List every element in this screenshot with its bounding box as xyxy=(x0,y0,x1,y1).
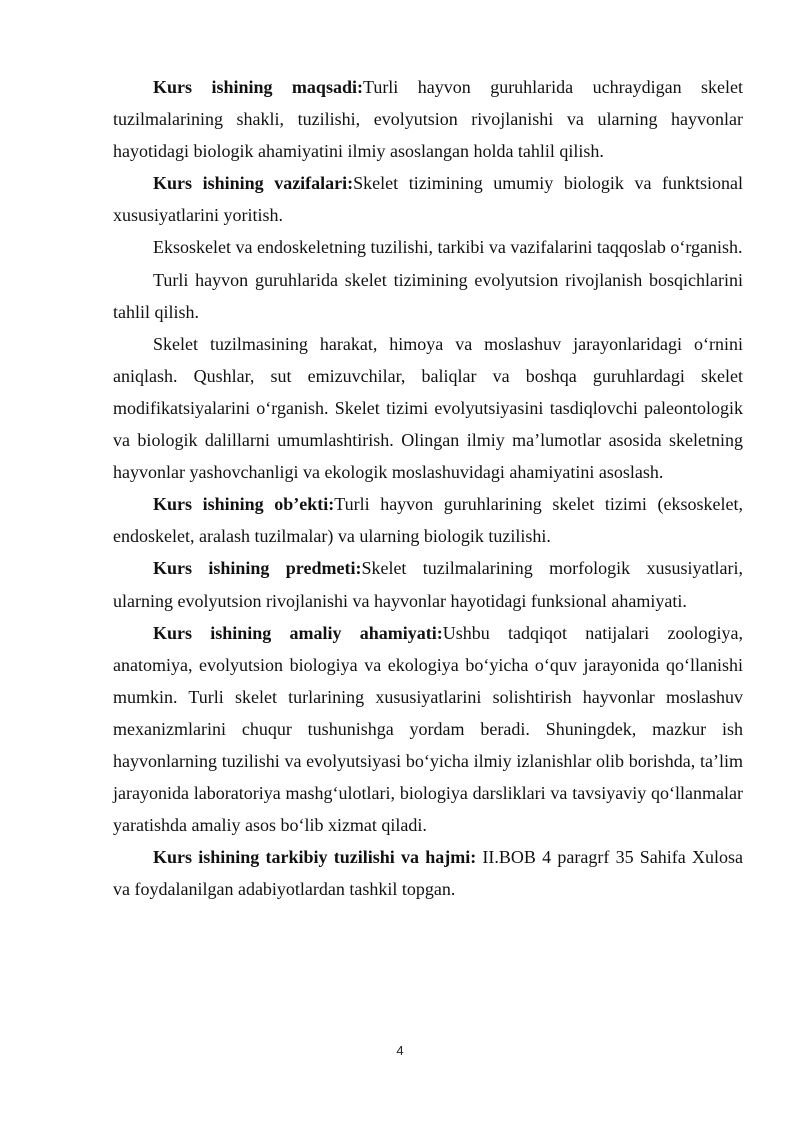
paragraph-obekti xyxy=(113,488,743,552)
paragraph-text: Turli hayvon guruhlarining skelet tizimi (eksoskelet, endoskelet, aralash tuzilmalar) va ularning biologik tuzilishi. xyxy=(113,494,743,547)
paragraph-text: Skelet tizimining umumiy biologik va funktsional xususiyatlarini yoritish. xyxy=(113,173,744,226)
paragraph-text: Eksoskelet va endoskeletning tuzilishi, tarkibi va vazifalarini taqqoslab o‘rganish. xyxy=(153,237,743,258)
paragraph-predmeti xyxy=(113,552,743,616)
paragraph-task-evolyutsion xyxy=(113,264,743,328)
paragraph-task-harakat xyxy=(113,328,743,488)
paragraph-maqsadi xyxy=(113,71,743,167)
page-number: 4 xyxy=(396,1043,404,1058)
paragraph-task-eksoskelet xyxy=(113,231,743,263)
paragraph-text: Turli hayvon guruhlarida uchraydigan skelet tuzilmalarining shakli, tuzilishi, evolyutsion rivojlanishi va ularning hayvonlar hayotidagi biologik ahamiyatini ilmiy asoslangan holda tahlil qilish. xyxy=(113,77,743,162)
paragraph-label: Kurs ishining maqsadi: xyxy=(153,77,363,97)
paragraph-label: Kurs ishining vazifalari: xyxy=(153,173,354,194)
paragraph-vazifalari xyxy=(113,167,743,231)
paragraph-text: Skelet tuzilmasining harakat, himoya va moslashuv jarayonlaridagi o‘rnini aniqlash. Qushlar, sut emizuvchilar, baliqlar va boshqa guruhlardagi skelet modifikatsiyalarini o‘rganish. Skelet tizimi evolyutsiyasini tasdiqlovchi paleontologik va biologik dalillarni umumlashtirish. Olingan ilmiy ma’lumotlar asosida skeletning hayvonlar yashovchanligi va ekologik moslashuvidagi ahamiyatini asoslash. xyxy=(113,333,743,483)
paragraph-tarkibiy-tuzilishi xyxy=(113,841,743,905)
paragraph-text: Ushbu tadqiqot natijalari zoologiya, anatomiya, evolyutsion biologiya va ekologiya bo‘yicha o‘quv jarayonida qo‘llanishi mumkin. Turli skelet turlarining xususiyatlarini solishtirish hayvonlar moslashuv mexanizmlarini chuqur tushunishga yordam beradi. Shuningdek, mazkur ish hayvonlarning tuzilishi va evolyutsiyasi bo‘yicha ilmiy izlanishlar olib borishda, ta’lim jarayonida laboratoriya mashg‘ulotlari, biologiya darsliklari va tavsiyaviy qo‘llanmalar yaratishda amaliy asos bo‘lib xizmat qiladi. xyxy=(113,622,743,836)
paragraph-amaliy-ahamiyati xyxy=(113,617,743,842)
paragraph-label: Kurs ishining amaliy ahamiyati: xyxy=(153,622,443,643)
paragraph-text: Skelet tuzilmalarining morfologik xususiyatlari, ularning evolyutsion rivojlanishi va hayvonlar hayotidagi funksional ahamiyati. xyxy=(113,558,743,611)
paragraph-text: Turli hayvon guruhlarida skelet tizimining evolyutsion rivojlanish bosqichlarini tahlil qilish. xyxy=(113,269,743,322)
paragraph-label: Kurs ishining ob’ekti: xyxy=(153,494,335,515)
paragraph-text: II.BOB 4 paragrf 35 Sahifa Xulosa va foydalanilgan adabiyotlardan tashkil topgan. xyxy=(113,847,743,900)
body-text xyxy=(113,71,743,905)
paragraph-label: Kurs ishining tarkibiy tuzilishi va hajmi: xyxy=(153,847,477,868)
paragraph-label: Kurs ishining predmeti: xyxy=(153,558,362,579)
